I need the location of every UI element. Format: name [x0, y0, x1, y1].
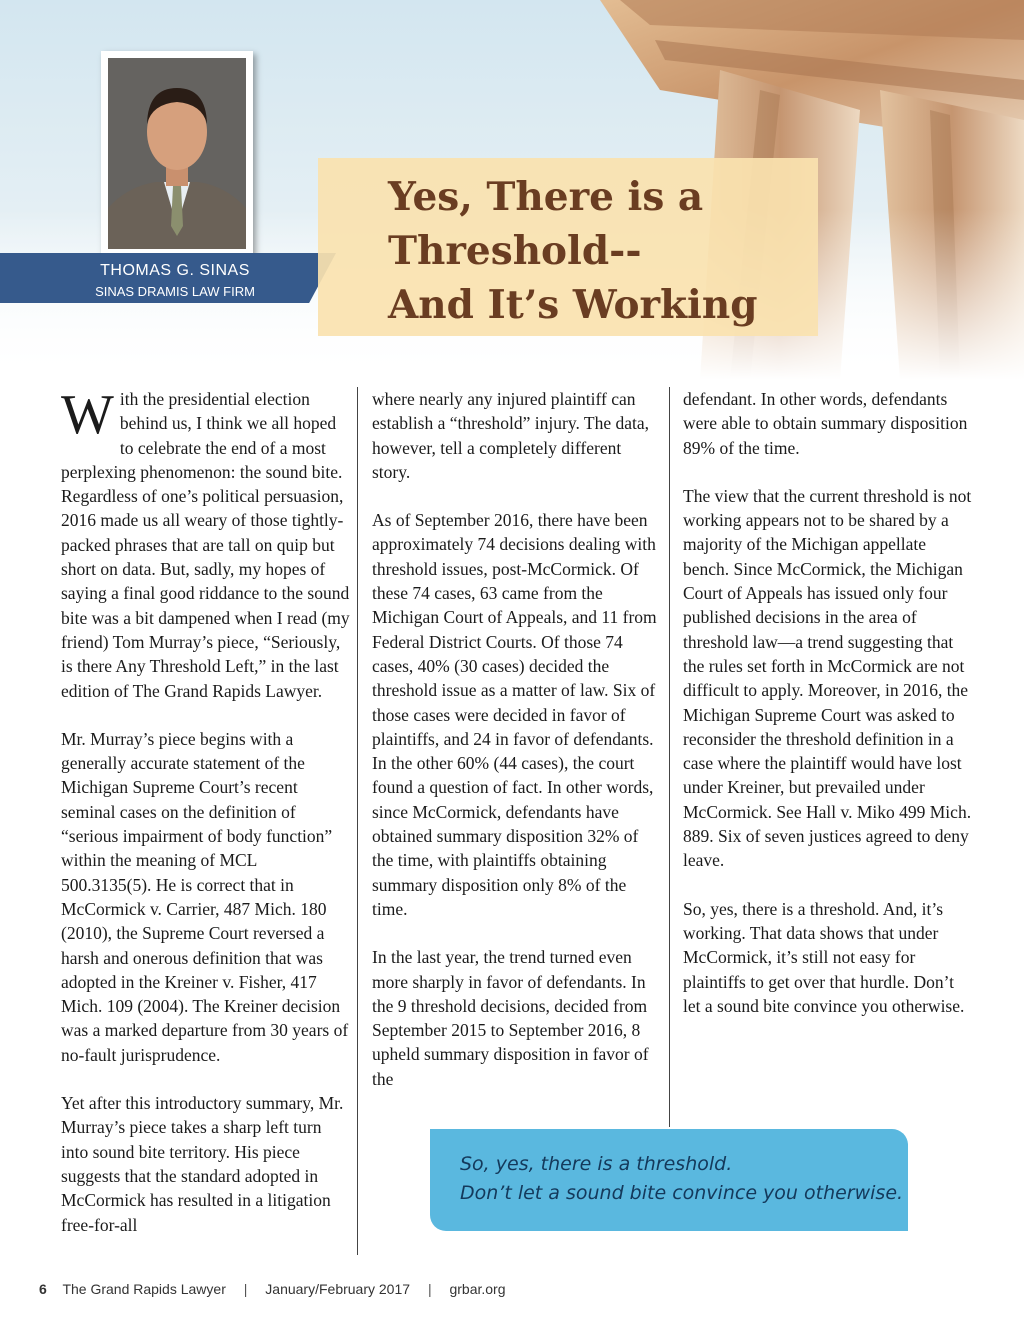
paragraph-text: ith the presidential election behind us, I think we all hoped to celebrate the end of a most perplexing phenomenon: the sound bite. Regardless of one’s political persuasion, 2016 made us all weary of those tightly-packed phrases that are tall on quip but short on data. But, sadly, my hopes of saying a final good riddance to the sound bite was a bit dampened when I read (my friend) Tom Murray’s piece, “Seriously, is there Any Threshold Left,” in the last edition of The Grand Rapids Lawyer. — [61, 389, 350, 701]
paragraph: The view that the current threshold is not working appears not to be shared by a majority of the Michigan appellate bench. Since McCormick, the Michigan Court of Appeals has issued only four published decisions in the area of threshold law—a trend suggesting that the rules set forth in McCormick are not difficult to apply. Moreover, in 2016, the Michigan Supreme Court was asked to reconsider the threshold definition in a case where the plaintiff would have lost under Kreiner, but prevailed under McCormick. See Hall v. Miko 499 Mich. 889. Six of seven justices agreed to deny leave. — [683, 485, 972, 871]
title-line-2: Threshold-- — [388, 228, 642, 274]
paragraph: As of September 2016, there have been approximately 74 decisions dealing with threshold issues, post-McCormick. Of these 74 cases, 63 came from the Michigan Court of Appeals, and 11 from Federal District Courts. Of those 74 cases, 40% (30 cases) decided the threshold issue as a matter of law. Six of those cases were decided in favor of plaintiffs, and 24 in favor of defendants. In the other 60% (44 cases), the court found a question of fact. In other words, since McCormick, defendants have obtained summary disposition 32% of the time, with plaintiffs obtaining summary disposition only 8% of the time. — [372, 510, 657, 919]
author-photo — [101, 51, 253, 256]
paragraph: where nearly any injured plaintiff can establish a “threshold” injury. The data, however, tell a completely different story. — [372, 389, 650, 482]
column-divider — [357, 387, 358, 1255]
column-divider — [669, 387, 670, 1127]
publication-name: The Grand Rapids Lawyer — [62, 1281, 226, 1297]
drop-cap: W — [61, 384, 114, 446]
paragraph: Mr. Murray’s piece begins with a generally accurate statement of the Michigan Supreme Court’s recent seminal cases on the definition of “serious impairment of body function” within the meaning of MCL 500.3135(5). He is correct that in McCormick v. Carrier, 487 Mich. 180 (2010), the Supreme Court reversed a harsh and onerous definition that was adopted in the Kreiner v. Fisher, 417 Mich. 109 (2004). The Kreiner decision was a marked departure from 30 years of no-fault jurisprudence. — [61, 728, 349, 1065]
author-name: THOMAS G. SINAS — [100, 262, 250, 279]
footer-separator: | — [243, 1281, 248, 1297]
title-line-1: Yes, There is a — [388, 174, 704, 220]
pullquote — [460, 1150, 904, 1208]
author-portrait-image — [108, 58, 246, 249]
paragraph: Yet after this introductory summary, Mr. Murray’s piece takes a sharp left turn into sound bite territory. His piece suggests that the standard adopted in McCormick has resulted in a litigation free-for-all — [61, 1093, 344, 1235]
article-title — [388, 170, 818, 332]
article-column-1 — [61, 384, 351, 1261]
title-line-3: And It’s Working — [388, 282, 758, 328]
pullquote-line-1: So, yes, there is a threshold. — [460, 1153, 733, 1175]
issue-date: January/February 2017 — [265, 1281, 411, 1297]
pullquote-line-2: Don’t let a sound bite convince you otherwise. — [460, 1182, 904, 1204]
author-firm: SINAS DRAMIS LAW FIRM — [95, 284, 255, 299]
website-link[interactable]: grbar.org — [449, 1281, 506, 1297]
paragraph: So, yes, there is a threshold. And, it’s working. That data shows that under McCormick, it’s still not easy for plaintiffs to get over that hurdle. Don’t let a sound bite convince you otherwise. — [683, 898, 965, 1016]
page-footer — [39, 1281, 506, 1297]
paragraph: In the last year, the trend turned even more sharply in favor of defendants. In the 9 threshold decisions, decided from September 2015 to September 2016, 8 upheld summary disposition in favor of the — [372, 947, 649, 1089]
paragraph — [61, 384, 351, 703]
hero-banner — [0, 0, 1024, 380]
footer-separator: | — [427, 1281, 432, 1297]
paragraph: defendant. In other words, defendants were able to obtain summary disposition 89% of the time. — [683, 389, 968, 458]
article-column-2 — [372, 387, 662, 1115]
article-column-3 — [683, 387, 973, 1042]
page-number: 6 — [39, 1281, 47, 1297]
